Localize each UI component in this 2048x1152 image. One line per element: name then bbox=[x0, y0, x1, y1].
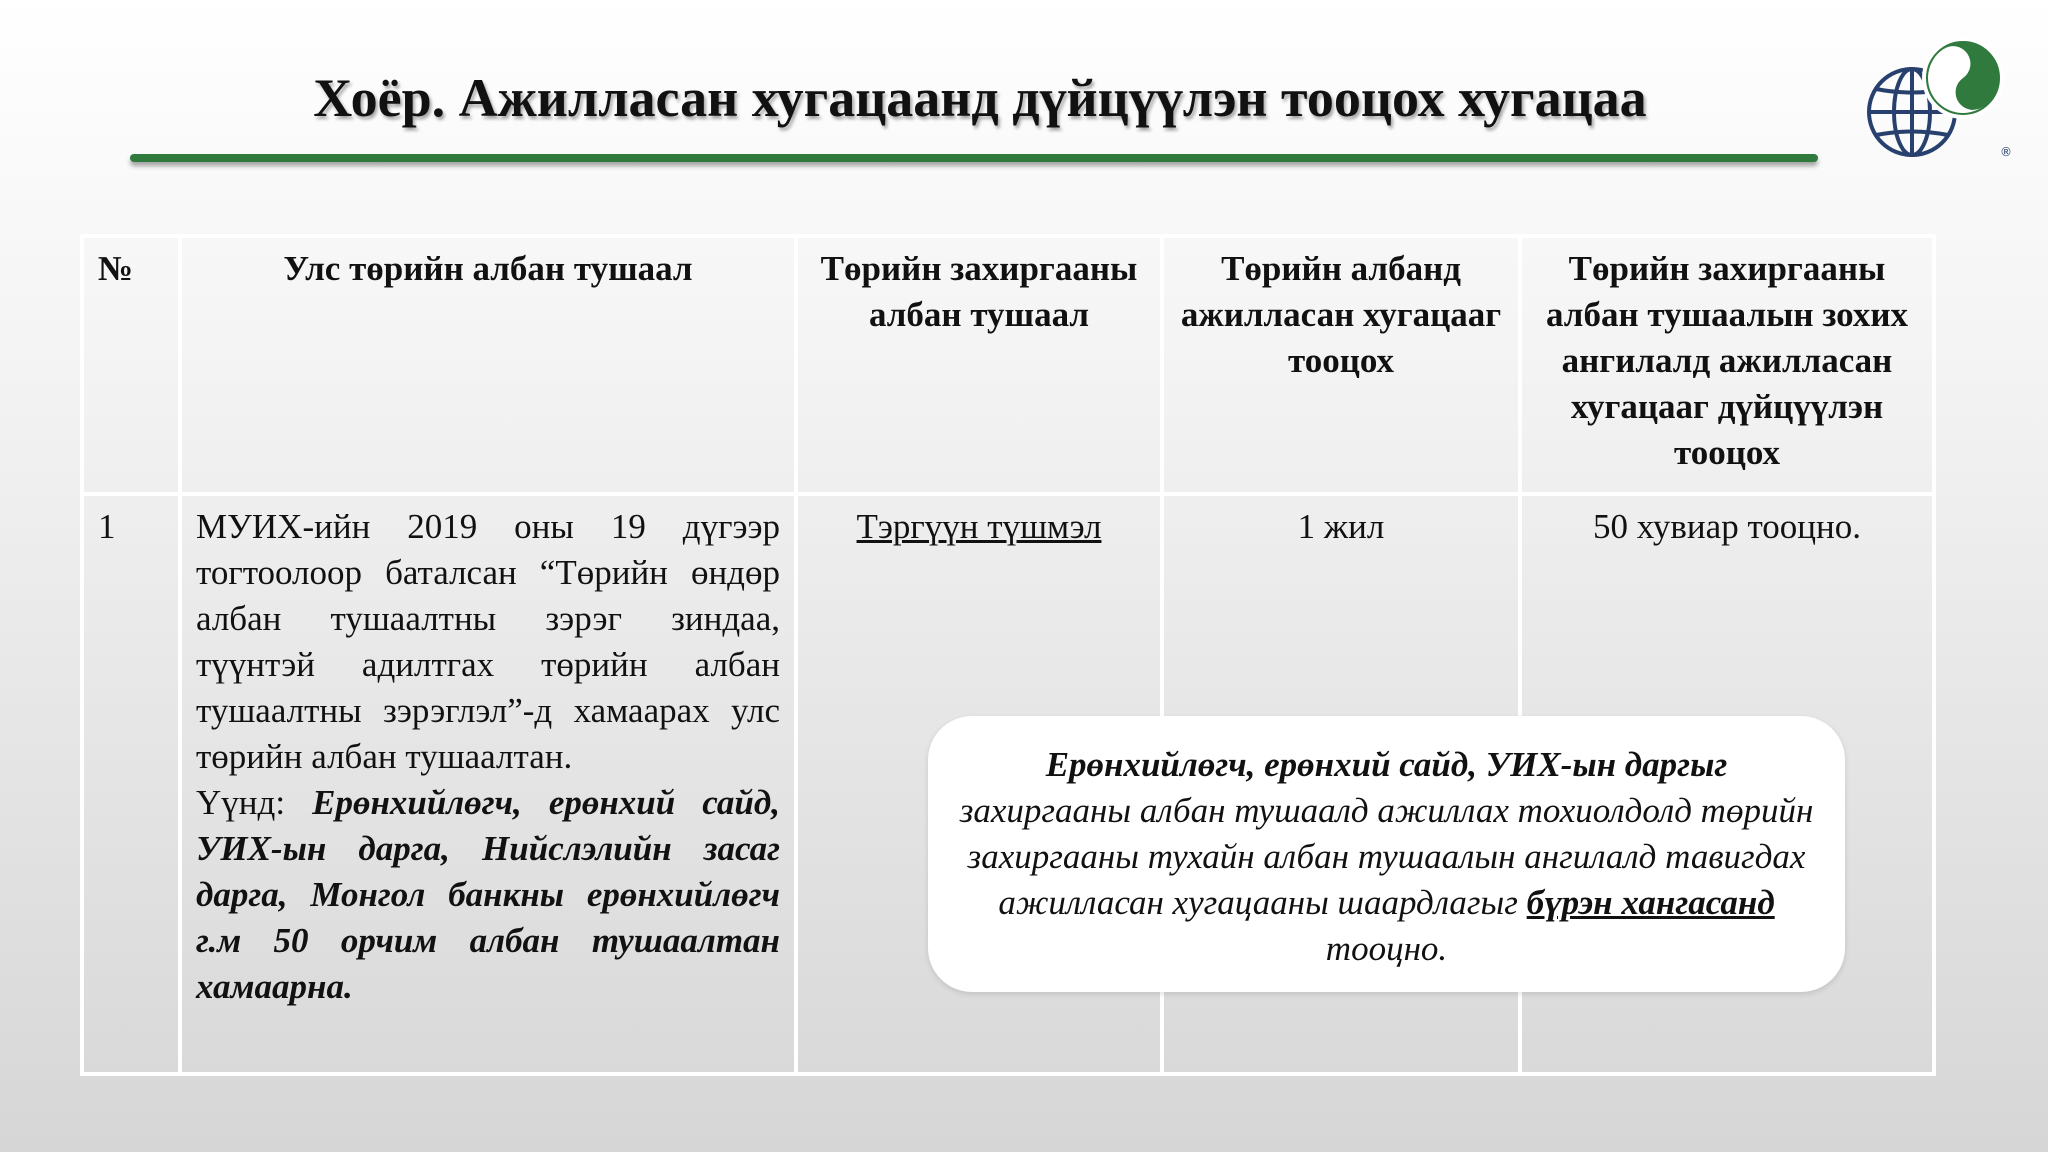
header-political-position: Улс төрийн албан тушаал bbox=[180, 236, 796, 494]
service-period-cell: 1 жил bbox=[1162, 494, 1520, 1074]
header-equivalence: Төрийн захиргааны албан тушаалын зохих ангилалд ажилласан хугацааг дүйцүүлэн тооцох bbox=[1520, 236, 1934, 494]
callout-tail: тооцно. bbox=[1325, 929, 1448, 968]
position-description: МУИХ-ийн 2019 оны 19 дүгээр тогтоолоор баталсан “Төрийн өндөр албан тушаалтны зэрэг зиндаа, түүнтэй адилтгах төрийн албан тушаалтны зэрэглэл”-д хамаарах улс төрийн албан тушаалтан. bbox=[196, 507, 780, 776]
row-number: 1 bbox=[82, 494, 180, 1074]
table-header-row bbox=[82, 236, 1934, 494]
registered-mark: ® bbox=[2000, 145, 2012, 159]
note-prefix: Үүнд: bbox=[196, 783, 313, 822]
admin-rank-link[interactable]: Тэргүүн түшмэл bbox=[856, 507, 1102, 546]
globe-yin-yang-logo-icon bbox=[1860, 34, 2010, 162]
header-admin-position: Төрийн захиргааны албан тушаал bbox=[796, 236, 1162, 494]
callout-body: захиргааны албан тушаалд ажиллах тохиолдолд төрийн захиргааны тухайн албан тушаалын ангилалд тавигдах ажилласан хугацааны шаардлагыг bbox=[959, 791, 1814, 922]
equivalence-cell: 50 хувиар тооцно. bbox=[1520, 494, 1934, 1074]
political-position-cell bbox=[180, 494, 796, 1074]
callout-lead: Ерөнхийлөгч, ерөнхий сайд, УИХ-ын даргыг bbox=[1045, 745, 1728, 784]
header-number: № bbox=[82, 236, 180, 494]
slide-title: Хоёр. Ажилласан хугацаанд дүйцүүлэн тооцох хугацаа bbox=[313, 68, 1647, 128]
callout-emphasis: бүрэн хангасанд bbox=[1526, 883, 1775, 922]
note-examples: Ерөнхийлөгч, ерөнхий сайд, УИХ-ын дарга, Нийслэлийн засаг дарга, Монгол банкны ерөнхийлөгч г.м 50 орчим албан тушаалтан хамаарна. bbox=[196, 783, 780, 1006]
callout-note bbox=[928, 716, 1845, 992]
title-underline bbox=[130, 154, 1818, 162]
header-service-period: Төрийн албанд ажилласан хугацааг тооцох bbox=[1162, 236, 1520, 494]
